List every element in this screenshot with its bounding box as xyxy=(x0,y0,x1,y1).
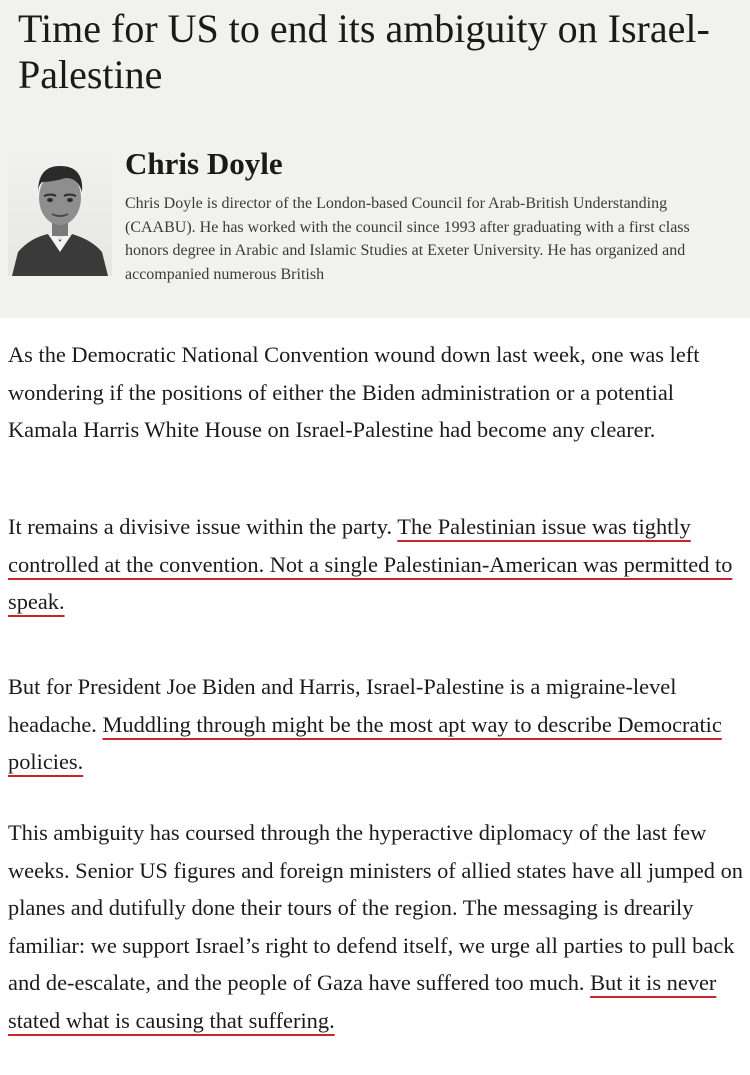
paragraph-text: As the Democratic National Convention wound down last week, one was left wondering if the positions of either the Biden administration or a potential Kamala Harris White House on Israel-Palestine had become any clearer. xyxy=(8,342,700,442)
author-avatar xyxy=(8,148,112,276)
paragraph-3 xyxy=(8,668,746,781)
paragraph-text: It remains a divisive issue within the party. xyxy=(8,514,398,539)
highlighted-quote: Muddling through might be the most apt way to describe Democratic policies. xyxy=(8,711,722,774)
paragraph-text: But for President Joe Biden and Harris, Israel-Palestine is a migraine-level headache. xyxy=(8,674,677,737)
paragraph-text: This ambiguity has coursed through the hyperactive diplomacy of the last few weeks. Senior US figures and foreign ministers of allied states have all jumped on planes and dutifully done their tours of the region. The messaging is drearily familiar: we support Israel’s right to defend itself, we urge all parties to pull back and de-escalate, and the people of Gaza have suffered too much. xyxy=(8,820,743,995)
paragraph-4 xyxy=(8,814,746,1039)
paragraph-1 xyxy=(8,336,746,449)
highlighted-quote: But it is never stated what is causing that suffering. xyxy=(8,970,717,1033)
headline: Time for US to end its ambiguity on Israel-Palestine xyxy=(18,6,710,97)
author-name: Chris Doyle xyxy=(125,146,283,181)
article-header xyxy=(0,0,750,318)
paragraph-2 xyxy=(8,508,746,621)
highlighted-quote: The Palestinian issue was tightly controlled at the convention. Not a single Palestinian-American was permitted to speak. xyxy=(8,514,733,614)
author-box xyxy=(8,140,743,310)
author-bio: Chris Doyle is director of the London-based Council for Arab-British Understanding (CAABU). He has worked with the council since 1993 after graduating with a first class honors degree in Arabic and Islamic Studies at Exeter University. He has organized and accompanied numerous British xyxy=(125,195,690,283)
